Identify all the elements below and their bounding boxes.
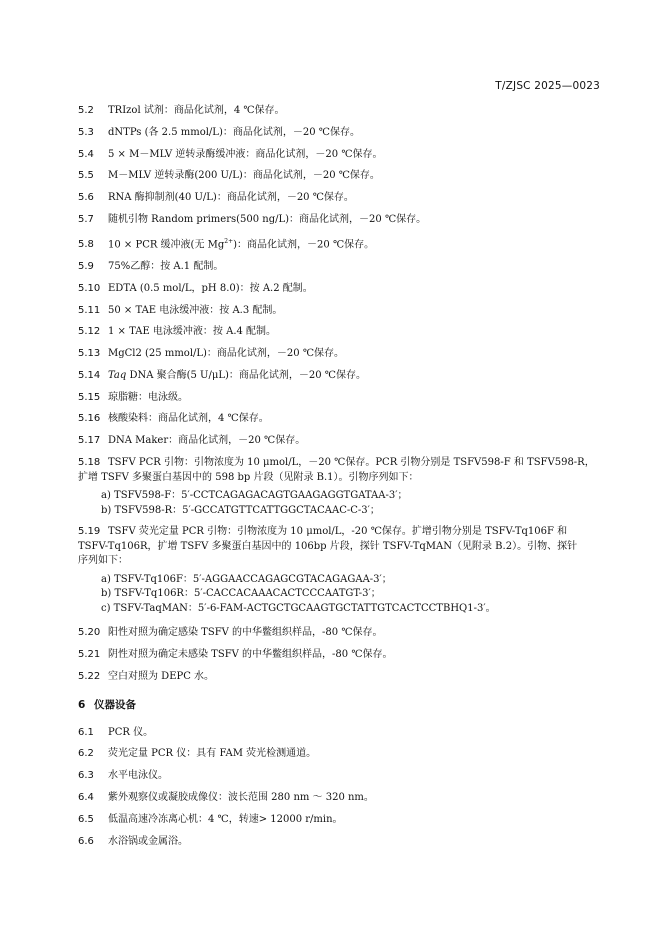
primer-block-5-18: 5.18 TSFV PCR 引物：引物浓度为 10 μmol/L，－20 ℃保存。PCR 引物分别是 TSFV598-F 和 TSFV598-R， 扩增 TSFV 多聚蛋白基因中的 598 bp 片段（见附录 B.1）。引物序列如下： a) TSFV598-F：5′-CCTCAGAGACAGTGAAGAGGTGATAA-3′； b) TSFV598-R：5′-GCCATGTTCATTGGCTACAAC-C-3′； <box>78 456 608 518</box>
primer-sequence: b) TSFV-Tq106R：5′-CACCACAAACACTCCCAATGT-3′； <box>101 588 381 600</box>
primer-sequence: a) TSFV-Tq106F：5′-AGGAACCAGAGCGTACAGAGAA-3′； <box>101 573 392 585</box>
list-item: 6.6 水浴锅或金属浴。 <box>78 835 188 847</box>
list-item: 5.11 50 × TAE 电泳缓冲液：按 A.3 配制。 <box>78 304 283 316</box>
list-item: 5.6 RNA 酶抑制剂(40 U/L)：商品化试剂，－20 ℃保存。 <box>78 192 354 204</box>
list-item: 5.14 Taq DNA 聚合酶(5 U/μL)：商品化试剂，－20 ℃保存。 <box>78 369 366 381</box>
list-item: 5.10 EDTA (0.5 mol/L，pH 8.0)：按 A.2 配制。 <box>78 282 313 294</box>
primer-sequence: b) TSFV598-R：5′-GCCATGTTCATTGGCTACAAC-C-3′； <box>101 504 380 516</box>
list-item: 5.7 随机引物 Random primers(500 ng/L)：商品化试剂，－20 ℃保存。 <box>78 213 427 225</box>
list-item: 5.3 dNTPs (各 2.5 mmol/L)：商品化试剂，－20 ℃保存。 <box>78 126 360 138</box>
list-item: 5.15 琼脂糖：电泳级。 <box>78 391 188 403</box>
list-item: 5.4 5 × M－MLV 逆转录酶缓冲液：商品化试剂，－20 ℃保存。 <box>78 148 383 160</box>
list-item: 5.17 DNA Maker：商品化试剂，－20 ℃保存。 <box>78 435 306 447</box>
primer-sequence: c) TSFV-TaqMAN：5′-6-FAM-ACTGCTGCAAGTGCTATTGTCACTCCTBHQ1-3′。 <box>101 602 496 614</box>
list-item: 5.21 阴性对照为确定未感染 TSFV 的中华鳖组织样品，-80 ℃保存。 <box>78 648 393 660</box>
primer-block-5-19: 5.19 TSFV 荧光定量 PCR 引物：引物浓度为 10 μmol/L，-20 ℃保存。扩增引物分别是 TSFV-Tq106F 和 TSFV-Tq106R，扩增 TSFV 多聚蛋白基因中的 106bp 片段，探针 TSFV-TqMAN（见附录 B.2）。引物、探针 序列如下： a) TSFV-Tq106F：5′-AGGAACCAGAGCGTACAGAGAA-3′； b) TSFV-Tq106R：5′-CACCACAAACACTCCCAATGT-3′； c) TSFV-TaqMAN：5′-6-FAM-ACTGCTGCAAGTGCTATTGTCACTCCTBHQ1-3′。 <box>78 525 608 616</box>
list-item: 5.16 核酸染料：商品化试剂，4 ℃保存。 <box>78 413 269 425</box>
list-item: 5.9 75%乙醇：按 A.1 配制。 <box>78 260 224 272</box>
list-item: 6.2 荧光定量 PCR 仪：具有 FAM 荧光检测通道。 <box>78 748 317 760</box>
list-item: 5.13 MgCl2 (25 mmol/L)：商品化试剂，－20 ℃保存。 <box>78 348 345 360</box>
document-body <box>78 104 608 856</box>
list-item: 5.22 空白对照为 DEPC 水。 <box>78 670 215 682</box>
primer-sequence: a) TSFV598-F：5′-CCTCAGAGACAGTGAAGAGGTGATAA-3′； <box>101 490 408 502</box>
document-code: T/ZJSC 2025—0023 <box>495 80 600 92</box>
list-item: 5.12 1 × TAE 电泳缓冲液：按 A.4 配制。 <box>78 326 277 338</box>
list-item: 6.5 低温高速冷冻离心机：4 ℃，转速> 12000 r/min。 <box>78 813 343 825</box>
list-item: 5.2 TRIzol 试剂：商品化试剂，4 ℃保存。 <box>78 105 285 116</box>
list-item: 5.5 M－MLV 逆转录酶(200 U/L)：商品化试剂，－20 ℃保存。 <box>78 170 380 182</box>
list-item: 6.3 水平电泳仪。 <box>78 770 168 782</box>
list-item: 5.20 阳性对照为确定感染 TSFV 的中华鳖组织样品，-80 ℃保存。 <box>78 627 383 639</box>
list-item: 6.4 紫外观察仪或凝胶成像仪：波长范围 280 nm ～ 320 nm。 <box>78 792 374 804</box>
section-heading: 6 仪器设备 <box>78 698 136 711</box>
list-item: 5.8 10 × PCR 缓冲液(无 $Mg^{2+}$)：商品化试剂，－20 ℃保存。 <box>78 237 375 251</box>
list-item: 6.1 PCR 仪。 <box>78 726 154 738</box>
